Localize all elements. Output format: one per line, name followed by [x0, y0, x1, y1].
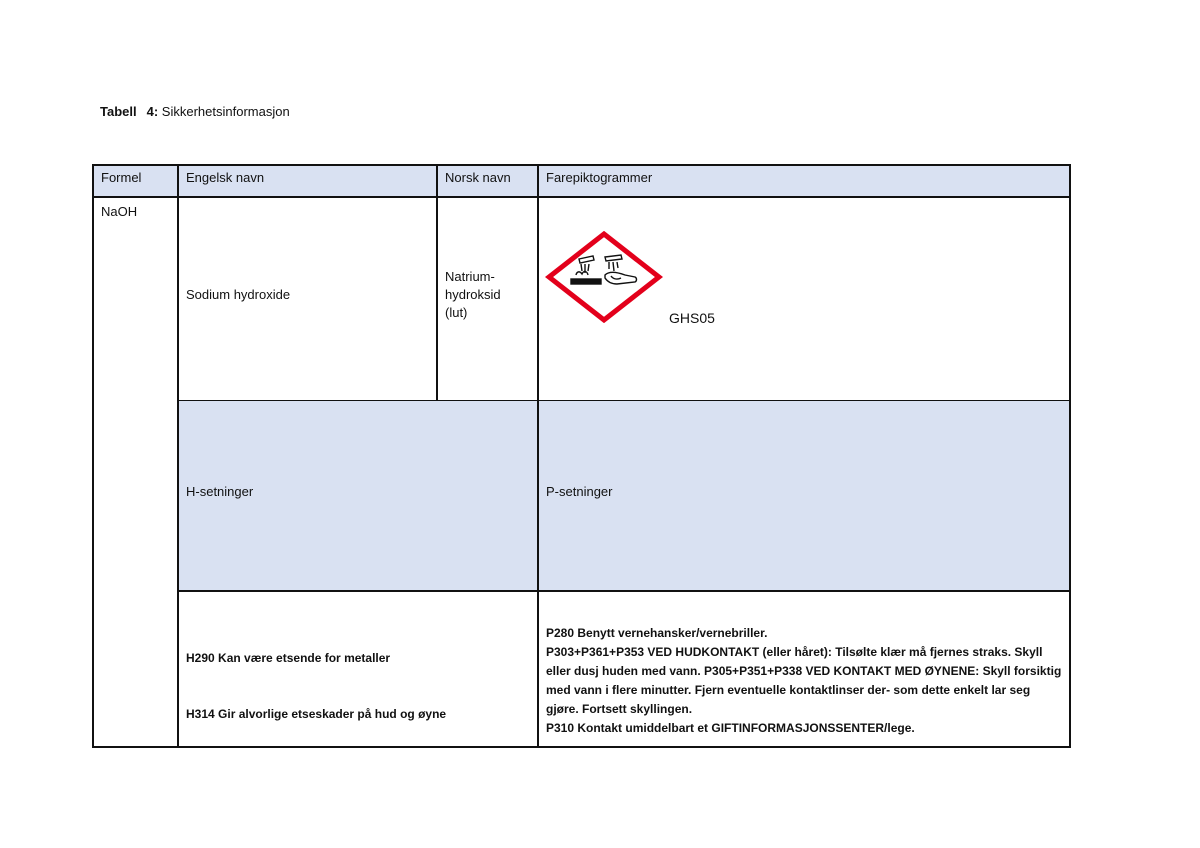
p-statement-line: P303+P361+P353 VED HUDKONTAKT (eller håret): Tilsølte klær må fjernes straks. Skyll	[546, 645, 1043, 659]
p-statements-heading: P-setninger	[546, 484, 613, 499]
norwegian-name-line: (lut)	[445, 305, 468, 320]
caption-label: Tabell	[100, 104, 137, 119]
pictogram-code: GHS05	[669, 310, 715, 326]
header-norsk-navn: Norsk navn	[445, 170, 511, 185]
corrosion-pictogram-icon	[545, 231, 663, 323]
caption-number: 4:	[146, 104, 159, 119]
caption-title: Sikkerhetsinformasjon	[161, 104, 290, 119]
p-statements	[546, 624, 1066, 738]
norwegian-name-line: Natrium-	[445, 269, 495, 284]
norwegian-name-line: hydroksid	[445, 287, 501, 302]
h-statement: H290 Kan være etsende for metaller	[186, 651, 391, 665]
p-statement-line: gjøre. Fortsett skyllingen.	[546, 702, 693, 716]
header-engelsk-navn: Engelsk navn	[186, 170, 265, 185]
p-statement-line: P310 Kontakt umiddelbart et GIFTINFORMASJONSSENTER/lege.	[546, 721, 915, 735]
cell-norwegian-name	[445, 268, 501, 322]
cell-formula: NaOH	[101, 204, 138, 219]
p-statement-line: eller dusj huden med vann. P305+P351+P338 VED KONTAKT MED ØYNENE: Skyll forsiktig	[546, 664, 1062, 678]
h-statements-heading: H-setninger	[186, 484, 254, 499]
p-statement-line: med vann i flere minutter. Fjern eventuelle kontaktlinser der- som dette enkelt lar seg	[546, 683, 1031, 697]
header-formel: Formel	[101, 170, 142, 185]
cell-english-name: Sodium hydroxide	[186, 287, 291, 302]
p-statement-line: P280 Benytt vernehansker/vernebriller.	[546, 626, 768, 640]
table-caption	[100, 104, 290, 119]
header-farepiktogrammer: Farepiktogrammer	[546, 170, 653, 185]
h-statement: H314 Gir alvorlige etseskader på hud og øyne	[186, 707, 447, 721]
